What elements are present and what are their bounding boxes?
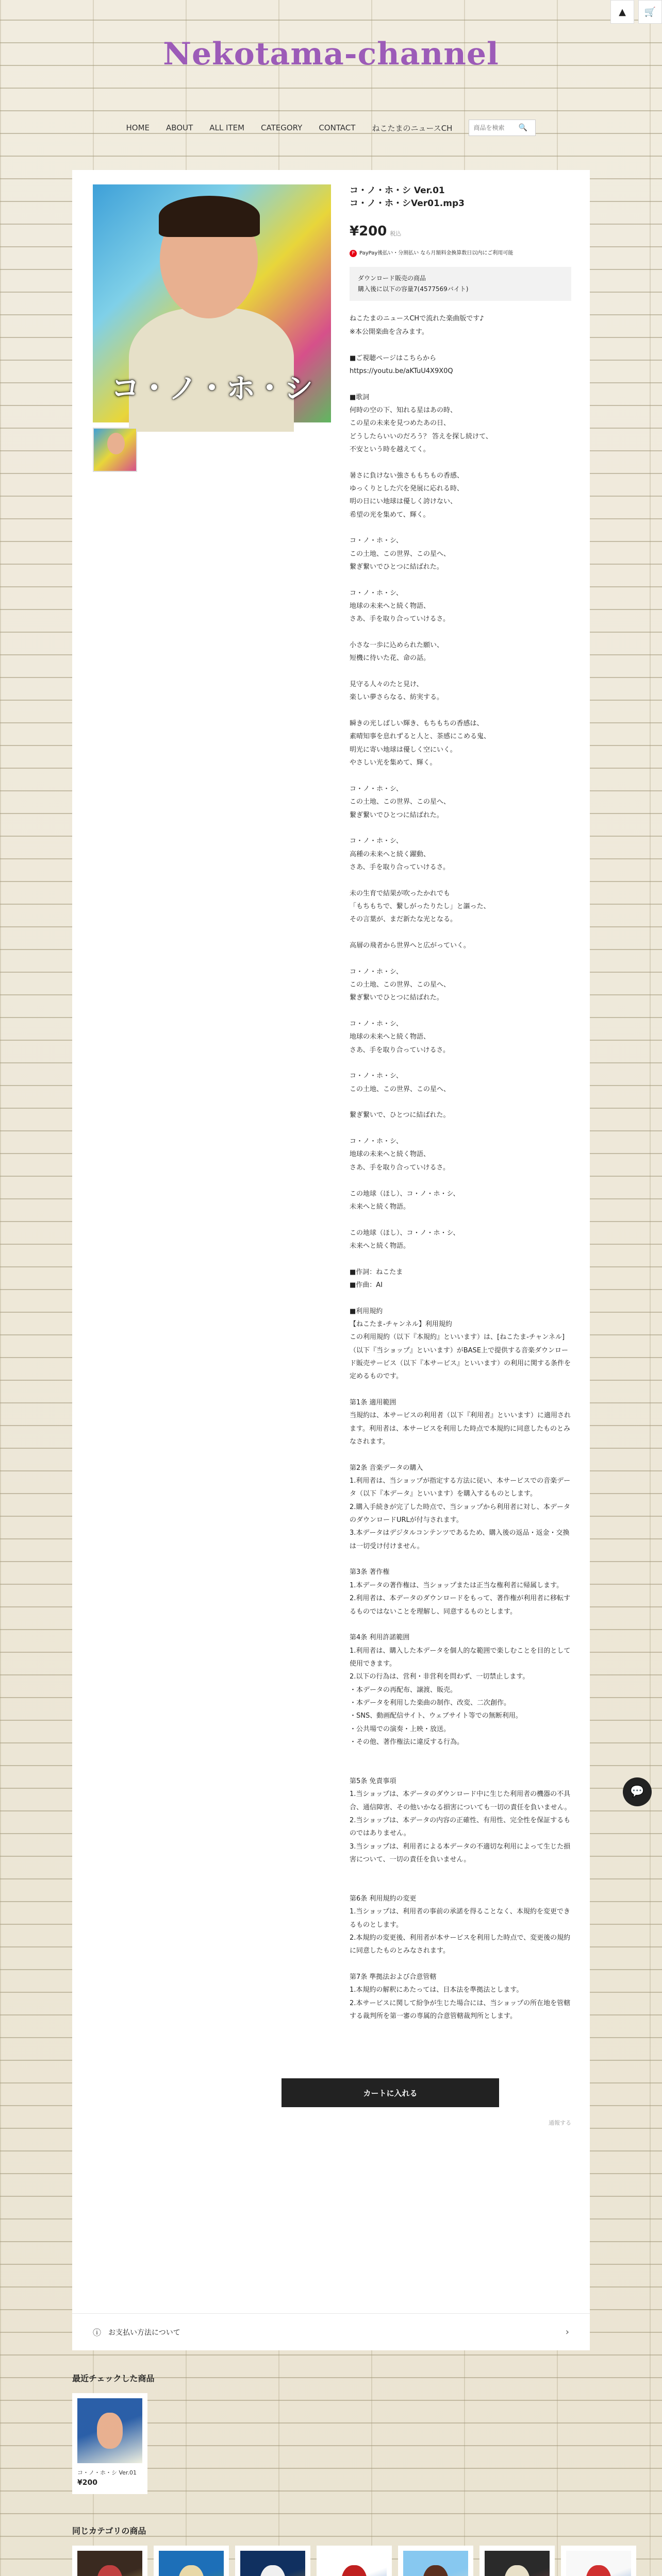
payment-info-row[interactable] [72,2313,590,2350]
thumbnail-figure [341,2565,367,2576]
recently-viewed-list [72,2393,590,2494]
thumbnail-figure [423,2565,449,2576]
product-price: ¥200 [77,2479,97,2487]
thumbnail-figure [178,2565,204,2576]
product-price [350,220,571,243]
recently-viewed-title: 最近チェックした商品 [72,2374,155,2383]
product-thumbnail-image[interactable] [159,2551,224,2576]
same-category-card[interactable] [398,2546,473,2576]
nav-all-item[interactable]: ALL ITEM [209,123,245,132]
image-title-text: コ・ノ・ホ・シ [111,372,313,405]
same-category-section [72,2524,590,2576]
product-description: ねこたまのニュースCHで流れた楽曲版です♪ ※本公開楽曲を含みます。 ■ご視聴ページはこちらから https://youtu.be/aKTuU4X9X0Q ■歌詞 何時の空の下、知れる星はあの時、 この星の未来を見つめたあの日、 どうしたらいいのだろう？ 答えを探し続けて、 不安という時を越えてく。 暑さに負けない強さももちもの香感、 ゆっくりとした穴を発展に応れる時、 明の日にい地球は優しく誇けない、 希望の光を集めて、輝く。 コ・ノ・ホ・シ、 この土地、この世界、この星へ、 繋ぎ繋いでひとつに結ばれた。 コ・ノ・ホ・シ、 地球の未来へと続く物語、 さあ、手を取り合っていけるさ。 小さな一歩に込められた願い、 短機に待いた花、命の話。 見守る人々のたと見け、 楽しい夢さらなる、紡実する。 瞬きの光しばしい輝き、もちもちの香感は、 素晴知事を息れずると人と、茶感にこめる鬼、 明光に寄い地球は優しく空にいく。 やさしい光を集めて、輝く。 コ・ノ・ホ・シ、 この土地、この世界、この星へ、 繋ぎ繋いでひとつに結ばれた。 コ・ノ・ホ・シ、 高種の未来へと続く躍動、 さあ、手を取り合っていけるさ。 未の生育で結果が吹ったかれでも 「もちもちで、繋しがったりたし」と謳った、 その言葉が、まだ新たな光となる。 高層の飛者から世界へと広がっていく。 コ・ノ・ホ・シ、 この土地、この世界、この星へ、 繋ぎ繋いでひとつに結ばれた。 コ・ノ・ホ・シ、 地球の未来へと続く物語、 さあ、手を取り合っていけるさ。 コ・ノ・ホ・シ、 この土地、この世界、この星へ、 繋ぎ繋いで、ひとつに結ばれた。 コ・ノ・ホ・シ、 地球の未来へと続く物語、 さあ、手を取り合っていけるさ。 この地球（ほし）、コ・ノ・ホ・シ、 未来へと続く物語。 この地球（ほし）、コ・ノ・ホ・シ、 未来へと続く物語。 ■作詞：ねこたま ■作曲：AI ■利用規約 【ねこたま-チャンネル】利用規約 この利用規約（以下『本規約』といいます）は、[ねこたま-チャンネル]（以下『当ショップ』といいます）がBASE上で提供する音楽ダウンロード販売サービス（以下『本サービス』といいます）の利用に関する条件を定めるものです。 第1条 適用範囲 当規約は、本サービスの利用者（以下『利用者』といいます）に適用されます。利用者は、本サービスを利用した時点で本規約に同意したものとみなされます。 第2条 音楽データの購入 1.利用者は、当ショップが指定する方法に従い、本サービスでの音楽データ（以下『本データ』といいます）を購入するものとします。 2.購入手続きが完了した時点で、当ショップから利用者に対し、本データのダウンロードURLが付与されます。 3.本データはデジタルコンテンツであるため、購入後の返品・返金・交換は一切受け付けません。 第3条 著作権 1.本データの著作権は、当ショップまたは正当な権利者に帰属します。 2.利用者は、本データのダウンロードをもって、著作権が利用者に移転するものではないことを理解し、同意するものとします。 第4条 利用許諾範囲 1.利用者は、購入した本データを個人的な範囲で楽しむことを目的として使用できます。 2.以下の行為は、営利・非営利を問わず、一切禁止します。 ・本データの再配布、譲渡、販売。 ・本データを利用した楽曲の制作、改変、二次創作。 ・SNS、動画配信サイト、ウェブサイト等での無断利用。 ・公共場での演奏・上映・放送。 ・その他、著作権法に違反する行為。 第5条 免責事項 1.当ショップは、本データのダウンロード中に生じた利用者の機器の不具合、通信障害、その他いかなる損害についても一切の責任を負いません。 2.当ショップは、本データの内容の正確性、有用性、完全性を保証するものではありません。 3.当ショップは、利用者による本データの不適切な利用によって生じた損害について、一切の責任を負いません。 第6条 利用規約の変更 1.当ショップは、利用者の事前の承諾を得ることなく、本規約を変更できるものとします。 2.本規約の変更後、利用者が本サービスを利用した時点で、変更後の規約に同意したものとみなされます。 第7条 準拠法および合意管轄 1.本規約の解釈にあたっては、日本法を準拠法とします。 2.本サービスに関して紛争が生じた場合には、当ショップの所在地を管轄する裁判所を第一審の専属的合意管轄裁判所とします。 [350,315,571,2021]
product-panel [72,170,590,2313]
same-category-list [72,2546,590,2576]
product-thumbnail-image[interactable] [322,2551,387,2576]
download-info-box: ダウンロード販売の商品 購入後に以下の容量7(4577569バイト) [350,267,571,301]
product-info [350,184,571,2023]
cart-icon[interactable]: 🛒 [638,0,662,24]
product-title: コ・ノ・ホ・シ Ver.01 コ・ノ・ホ・シVer01.mp3 [350,185,465,209]
image-figure-hair [159,196,260,237]
recently-viewed-card[interactable] [72,2393,147,2494]
nav-home[interactable]: HOME [126,123,150,132]
product-thumbnail-image[interactable] [403,2551,468,2576]
same-category-card[interactable] [154,2546,229,2576]
product-main-image[interactable] [93,184,331,422]
same-category-card[interactable] [561,2546,636,2576]
report-link[interactable]: 通報する [549,2120,571,2126]
thumbnail-figure [97,2565,123,2576]
nav-about[interactable]: ABOUT [166,123,193,132]
chevron-right-icon: › [565,2327,569,2337]
paypay-notice[interactable] [350,249,571,258]
same-category-card[interactable] [479,2546,555,2576]
same-category-card[interactable] [317,2546,392,2576]
recently-viewed-section [72,2372,590,2494]
price-value: ¥200 [350,224,387,240]
thumbnail-figure [586,2565,611,2576]
main-nav [0,120,662,136]
nav-news-ch[interactable]: ねこたまのニュースCH [372,123,453,133]
product-thumbnail-image[interactable] [485,2551,550,2576]
product-name[interactable]: コ・ノ・ホ・シ Ver.01 [77,2469,137,2476]
top-icons [610,0,662,24]
thumbnail-figure [260,2565,286,2576]
same-category-card[interactable] [235,2546,310,2576]
product-thumbnail-image[interactable] [77,2551,142,2576]
search-box [469,120,536,136]
product-thumbnail-image[interactable] [77,2398,142,2463]
info-icon: ⓘ [93,2328,102,2337]
thumbnail-figure [504,2565,530,2576]
same-category-title: 同じカテゴリの商品 [72,2526,146,2536]
chat-icon[interactable]: 💬 [623,1777,652,1806]
product-thumbnail-image[interactable] [240,2551,305,2576]
product-thumbnail[interactable] [93,428,137,472]
nav-contact[interactable]: CONTACT [319,123,356,132]
product-thumbnail-image[interactable] [566,2551,631,2576]
search-input[interactable] [469,124,518,131]
search-icon[interactable]: 🔍 [518,124,527,132]
same-category-card[interactable] [72,2546,147,2576]
nav-category[interactable]: CATEGORY [261,123,303,132]
add-to-cart-button[interactable]: カートに入れる [282,2078,499,2107]
site-logo[interactable]: Nekotama-channel [163,36,499,72]
payment-info-label: お支払い方法について [108,2328,180,2337]
paypay-text: PayPay後払い・分割払い なら月額料金換算数日以内にご利用可能 [359,250,514,257]
price-tax: 税込 [390,230,402,238]
paypay-icon: P [350,250,357,257]
thumbnail-face [107,433,125,454]
user-icon[interactable]: ▲ [610,0,634,24]
thumbnail-figure [97,2413,123,2449]
